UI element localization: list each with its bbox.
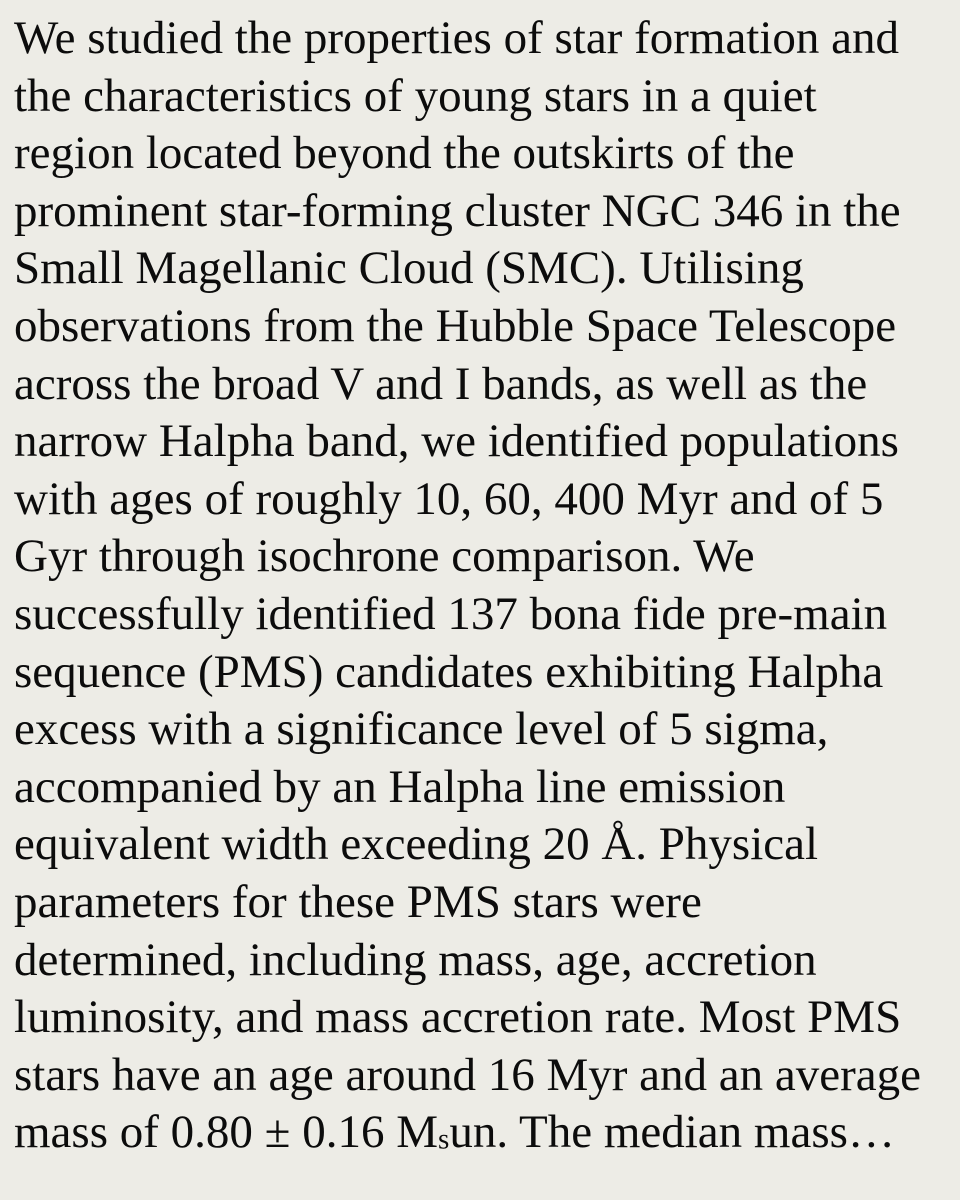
abstract-line-10: Gyr through isochrone comparison. We <box>14 530 755 583</box>
abstract-line-7: across the broad V and I bands, as well as the <box>14 357 868 410</box>
abstract-line-16: parameters for these PMS stars were <box>14 875 702 928</box>
abstract-line-6: observations from the Hubble Space Telescope <box>14 299 897 352</box>
abstract-text <box>14 10 946 1170</box>
abstract-line-19: stars have an age around 16 Myr and an average <box>14 1048 921 1101</box>
abstract-line-2: the characteristics of young stars in a quiet <box>14 69 817 122</box>
abstract-line-18: luminosity, and mass accretion rate. Most PMS <box>14 991 902 1044</box>
abstract-line-8: narrow Halpha band, we identified populations <box>14 415 899 468</box>
abstract-line-3: region located beyond the outskirts of the <box>14 127 795 180</box>
abstract-line-9: with ages of roughly 10, 60, 400 Myr and of 5 <box>14 472 884 525</box>
abstract-line-11: successfully identified 137 bona fide pre-main <box>14 587 888 640</box>
abstract-line-4: prominent star-forming cluster NGC 346 in the <box>14 184 901 237</box>
abstract-line-15: equivalent width exceeding 20 Å. Physical <box>14 818 819 871</box>
abstract-line-1: We studied the properties of star formation and <box>14 12 900 64</box>
abstract-line-12: sequence (PMS) candidates exhibiting Halpha <box>14 645 884 698</box>
abstract-line-20-end: un. The median mass… <box>449 1106 895 1159</box>
abstract-line-13: excess with a significance level of 5 sigma, <box>14 703 829 756</box>
abstract-line-5: Small Magellanic Cloud (SMC). Utilising <box>14 242 804 295</box>
solar-mass-subscript: s <box>438 1124 450 1157</box>
abstract-line-20-start: mass of 0.80 ± 0.16 M <box>14 1106 438 1159</box>
abstract-line-20 <box>14 1104 946 1169</box>
abstract-line-17: determined, including mass, age, accretion <box>14 933 817 986</box>
abstract-line-14: accompanied by an Halpha line emission <box>14 760 786 813</box>
